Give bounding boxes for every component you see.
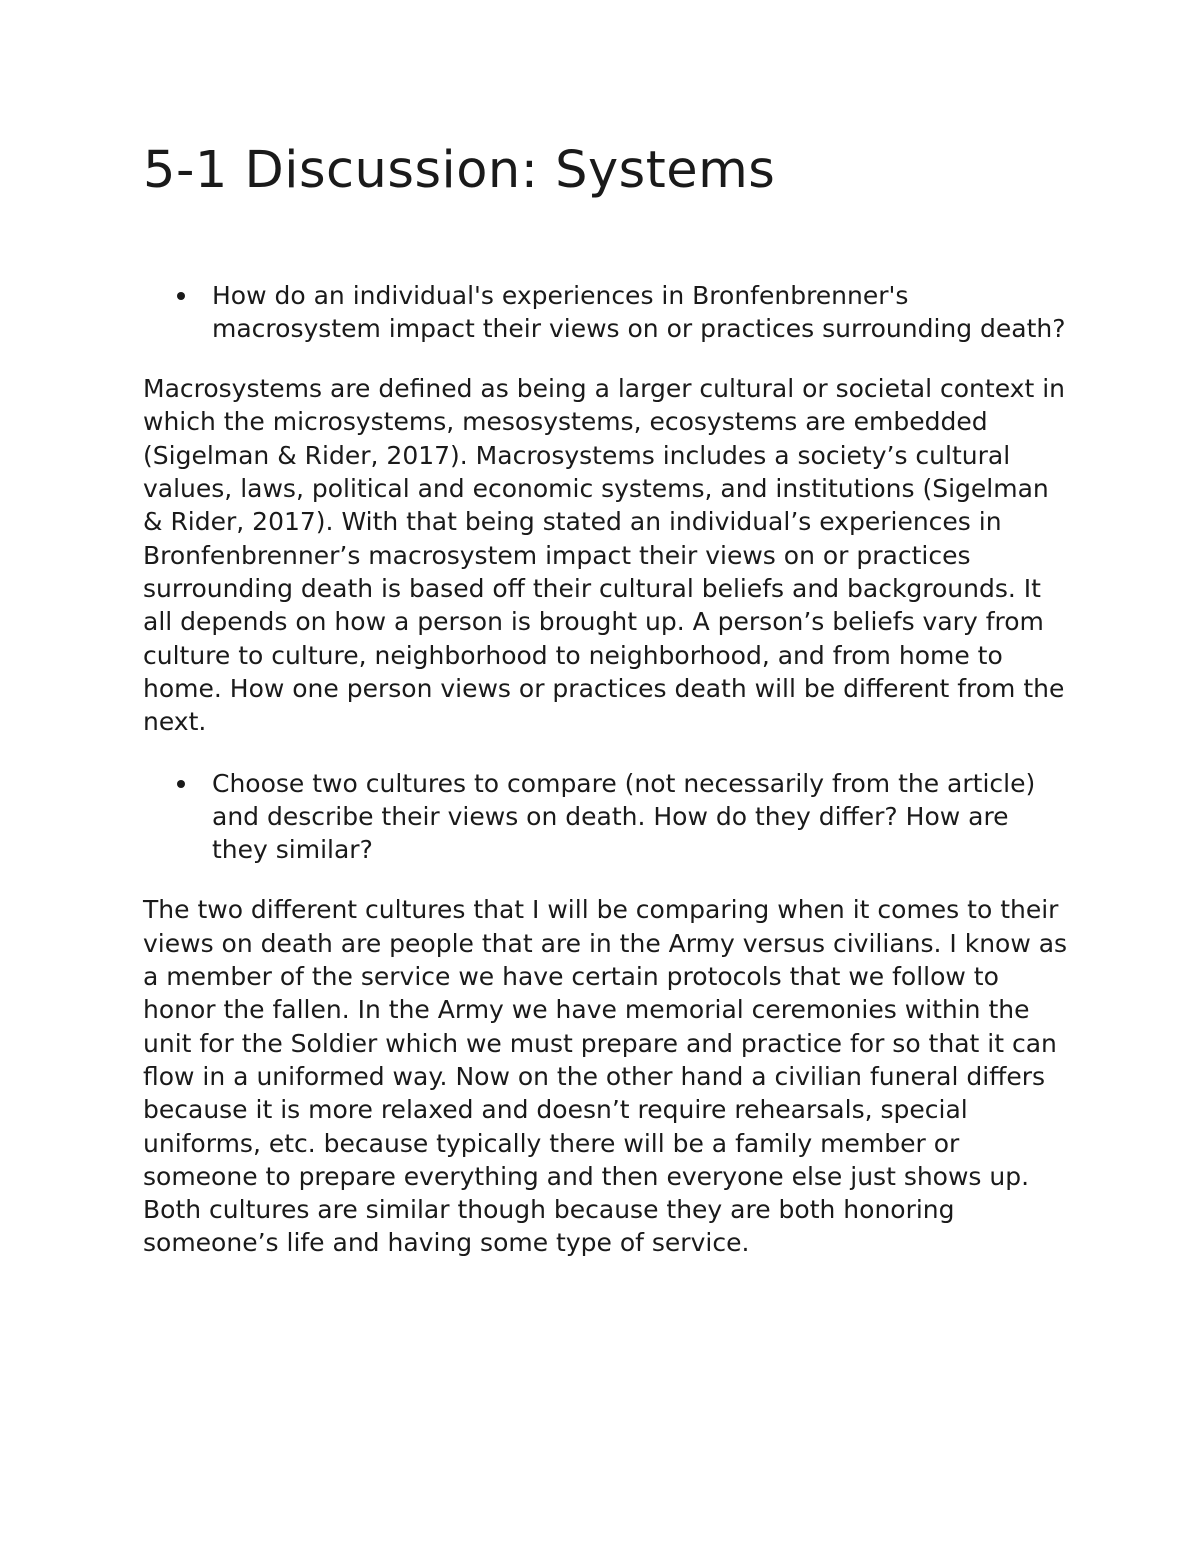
question-item: [143, 767, 1068, 866]
document-body: [143, 140, 1068, 1260]
document-title: 5-1 Discussion: Systems: [143, 141, 776, 200]
answer-paragraph: Macrosystems are defined as being a larger cultural or societal context in which the microsystems, mesosystems, ecosystems are embedded (Sigelman & Rider, 2017). Macrosystems includes a society’s cultural values, laws, political and economic systems, and institutions (Sigelman & Rider, 2017). With that being stated an individual’s experiences in Bronfenbrenner’s macrosystem impact their views on or practices surrounding death is based off their cultural beliefs and backgrounds. It all depends on how a person is brought up. A person’s beliefs vary from culture to culture, neighborhood to neighborhood, and from home to home. How one person views or practices death will be different from the next.: [143, 374, 1065, 737]
question-text: How do an individual's experiences in Bronfenbrenner's macrosystem impact their views on or practices surrounding death?: [212, 281, 1066, 344]
question-list: [143, 279, 1068, 345]
question-list: [143, 767, 1068, 866]
bullet-icon: [177, 780, 185, 788]
question-text: Choose two cultures to compare (not necessarily from the article) and describe their views on death. How do they differ? How are they similar?: [212, 769, 1036, 865]
answer-paragraph: The two different cultures that I will be comparing when it comes to their views on death are people that are in the Army versus civilians. I know as a member of the service we have certain protocols that we follow to honor the fallen. In the Army we have memorial ceremonies within the unit for the Soldier which we must prepare and practice for so that it can flow in a uniformed way. Now on the other hand a civilian funeral differs because it is more relaxed and doesn’t require rehearsals, special uniforms, etc. because typically there will be a family member or someone to prepare everything and then everyone else just shows up. Both cultures are similar though because they are both honoring someone’s life and having some type of service.: [143, 895, 1068, 1258]
question-item: [143, 279, 1068, 345]
bullet-icon: [177, 292, 185, 300]
